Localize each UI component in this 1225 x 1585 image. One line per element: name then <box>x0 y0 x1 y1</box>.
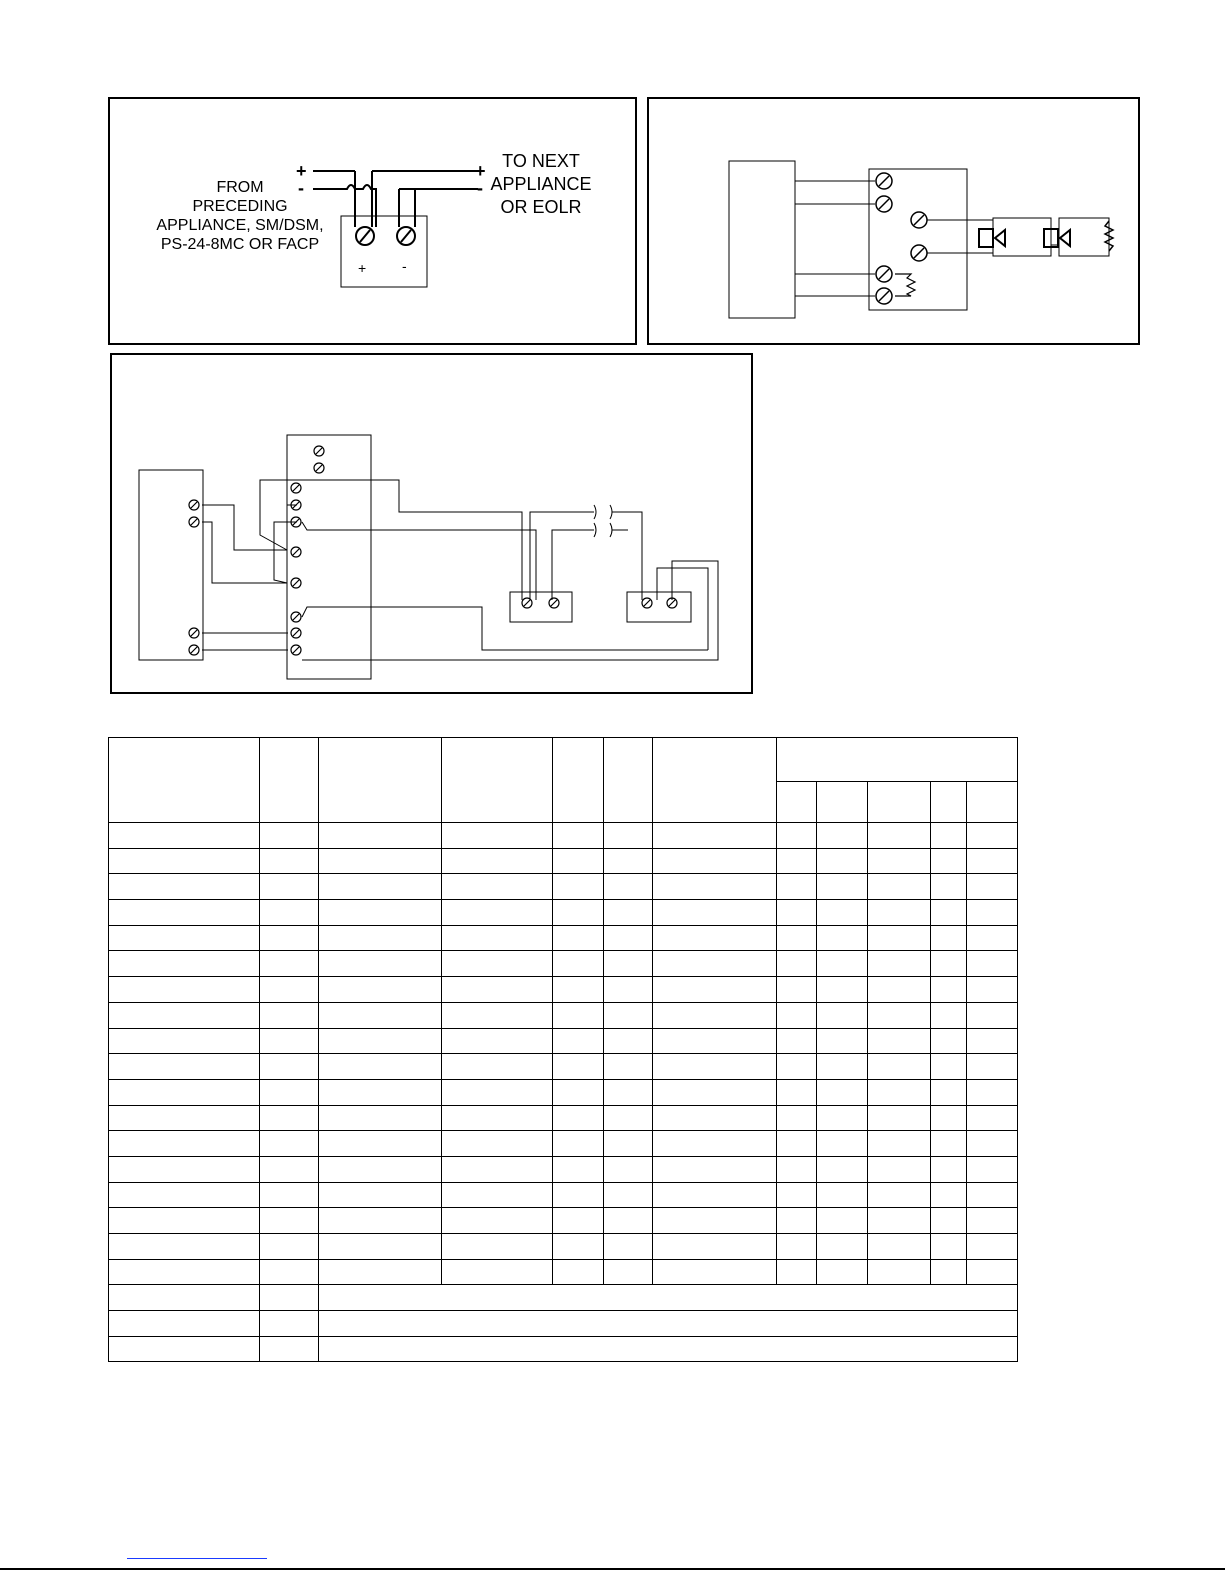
table-cell <box>777 977 817 1003</box>
table-cell <box>967 1208 1018 1234</box>
table-row <box>109 1131 1018 1157</box>
table-cell <box>777 1131 817 1157</box>
table-cell <box>817 1105 868 1131</box>
table-cell <box>653 1028 777 1054</box>
table-cell <box>319 1259 442 1285</box>
table-cell <box>967 1182 1018 1208</box>
table-cell <box>604 1208 653 1234</box>
table-cell <box>777 1054 817 1080</box>
table-cell <box>817 1208 868 1234</box>
table-cell <box>777 1079 817 1105</box>
table-cell <box>260 1182 319 1208</box>
table-cell <box>442 1182 553 1208</box>
header-cell <box>109 738 260 823</box>
table-cell <box>777 925 817 951</box>
table-cell <box>931 1079 967 1105</box>
table-cell <box>260 848 319 874</box>
table-cell <box>260 1336 319 1362</box>
table-cell <box>817 1054 868 1080</box>
subheader-cell <box>868 782 931 823</box>
table-cell <box>967 925 1018 951</box>
table-cell <box>260 1259 319 1285</box>
table-cell <box>319 925 442 951</box>
wiring-diagram-loop <box>110 353 753 694</box>
table-cell <box>653 874 777 900</box>
table-cell <box>817 1131 868 1157</box>
table-cell <box>442 900 553 926</box>
table-cell <box>868 1079 931 1105</box>
table-cell <box>553 1054 604 1080</box>
table-cell <box>868 977 931 1003</box>
table-cell <box>868 900 931 926</box>
table-cell <box>319 1156 442 1182</box>
header-cell <box>319 738 442 823</box>
table-cell <box>653 1105 777 1131</box>
table-cell <box>604 1054 653 1080</box>
table-cell <box>817 874 868 900</box>
table-cell <box>777 1156 817 1182</box>
table-cell <box>817 900 868 926</box>
table-cell <box>260 1208 319 1234</box>
table-cell <box>442 874 553 900</box>
wiring-diagram-module <box>647 97 1140 345</box>
table-cell <box>260 1156 319 1182</box>
table-cell <box>260 874 319 900</box>
table-row <box>109 848 1018 874</box>
header-group-cell <box>777 738 1018 782</box>
table-cell <box>319 848 442 874</box>
header-cell <box>553 738 604 823</box>
table-cell <box>109 900 260 926</box>
header-cell <box>604 738 653 823</box>
table-row <box>109 1311 1018 1337</box>
table-cell <box>931 1182 967 1208</box>
table-cell <box>604 1156 653 1182</box>
table-cell <box>319 1079 442 1105</box>
table-cell <box>931 977 967 1003</box>
header-cell <box>442 738 553 823</box>
table-cell <box>967 1054 1018 1080</box>
table-cell <box>777 823 817 849</box>
table-cell <box>260 900 319 926</box>
table-cell <box>931 823 967 849</box>
table-row <box>109 1259 1018 1285</box>
table-cell <box>260 823 319 849</box>
table-cell <box>868 1002 931 1028</box>
table-cell <box>868 1105 931 1131</box>
from-label-text: FROM PRECEDING APPLIANCE, SM/DSM, PS-24-8MC OR FACP <box>156 179 324 253</box>
right-minus-sign: - <box>477 178 483 198</box>
table-row <box>109 823 1018 849</box>
table-cell <box>604 823 653 849</box>
table-cell <box>967 848 1018 874</box>
table-cell <box>967 1079 1018 1105</box>
table-cell <box>931 1131 967 1157</box>
table-cell <box>817 1259 868 1285</box>
table-cell <box>604 925 653 951</box>
table-cell <box>967 823 1018 849</box>
table-cell <box>319 1208 442 1234</box>
table-cell <box>319 1234 442 1260</box>
table-cell <box>817 977 868 1003</box>
terminal-plus-label: + <box>358 260 367 276</box>
table-cell <box>553 1182 604 1208</box>
table-cell <box>777 1182 817 1208</box>
table-cell <box>777 1105 817 1131</box>
table-cell <box>817 925 868 951</box>
table-cell <box>442 1208 553 1234</box>
table-cell <box>931 1234 967 1260</box>
table-cell <box>817 1002 868 1028</box>
table-cell <box>442 1234 553 1260</box>
table-cell <box>604 1259 653 1285</box>
table-cell <box>109 1182 260 1208</box>
table-cell <box>817 1234 868 1260</box>
table-cell <box>553 823 604 849</box>
table-cell <box>109 925 260 951</box>
table-cell <box>442 1002 553 1028</box>
table-cell <box>967 1002 1018 1028</box>
table-cell <box>967 1259 1018 1285</box>
table-cell <box>109 1079 260 1105</box>
table-cell <box>967 900 1018 926</box>
table-cell <box>553 977 604 1003</box>
to-label-text: TO NEXT APPLIANCE OR EOLR <box>490 151 592 217</box>
table-cell <box>109 1156 260 1182</box>
table-cell <box>817 1079 868 1105</box>
subheader-cell <box>777 782 817 823</box>
table-cell <box>653 1054 777 1080</box>
table-cell <box>319 874 442 900</box>
table-cell <box>967 1156 1018 1182</box>
table-cell <box>653 925 777 951</box>
table-cell <box>653 1002 777 1028</box>
table-cell <box>442 1079 553 1105</box>
table-cell <box>553 874 604 900</box>
table-row <box>109 874 1018 900</box>
table-cell <box>817 1028 868 1054</box>
table-cell <box>109 1105 260 1131</box>
table-cell <box>442 1131 553 1157</box>
table-cell <box>319 1002 442 1028</box>
table-cell <box>931 1028 967 1054</box>
table-cell <box>109 1311 260 1337</box>
right-plus-sign: + <box>475 161 486 181</box>
table-cell <box>604 1131 653 1157</box>
table-cell <box>931 925 967 951</box>
table-cell <box>868 1156 931 1182</box>
table-cell <box>553 1028 604 1054</box>
table-cell <box>109 1285 260 1311</box>
table-cell <box>931 951 967 977</box>
table-row <box>109 1336 1018 1362</box>
table-cell <box>777 900 817 926</box>
table-cell <box>653 1234 777 1260</box>
terminal-minus-label: - <box>402 258 407 274</box>
table-cell <box>653 823 777 849</box>
table-cell <box>319 1054 442 1080</box>
table-cell <box>604 900 653 926</box>
table-cell <box>260 925 319 951</box>
table-row <box>109 1079 1018 1105</box>
table-cell <box>109 1054 260 1080</box>
table-cell <box>868 1182 931 1208</box>
table-cell <box>553 1156 604 1182</box>
header-cell <box>653 738 777 823</box>
table-cell <box>319 1336 1018 1362</box>
table-cell <box>604 1079 653 1105</box>
spec-table-body <box>109 823 1018 1362</box>
table-row <box>109 925 1018 951</box>
table-cell <box>604 1028 653 1054</box>
table-row <box>109 1182 1018 1208</box>
table-cell <box>653 1131 777 1157</box>
table-cell <box>260 1105 319 1131</box>
table-cell <box>109 874 260 900</box>
table-cell <box>319 1028 442 1054</box>
table-cell <box>604 951 653 977</box>
table-row <box>109 1285 1018 1311</box>
table-cell <box>109 951 260 977</box>
table-cell <box>777 848 817 874</box>
table-cell <box>868 1259 931 1285</box>
table-cell <box>553 1208 604 1234</box>
table-cell <box>260 1131 319 1157</box>
loop-wiring-svg <box>112 355 755 696</box>
table-cell <box>967 874 1018 900</box>
table-cell <box>260 1002 319 1028</box>
table-cell <box>553 1002 604 1028</box>
subheader-cell <box>931 782 967 823</box>
table-cell <box>319 977 442 1003</box>
table-cell <box>967 1028 1018 1054</box>
table-cell <box>109 1002 260 1028</box>
table-cell <box>868 823 931 849</box>
table-row <box>109 1105 1018 1131</box>
table-cell <box>931 1105 967 1131</box>
table-cell <box>109 848 260 874</box>
table-cell <box>817 848 868 874</box>
table-cell <box>777 1234 817 1260</box>
table-cell <box>604 1182 653 1208</box>
table-cell <box>967 1131 1018 1157</box>
table-cell <box>868 1028 931 1054</box>
table-cell <box>653 1079 777 1105</box>
table-row <box>109 1028 1018 1054</box>
table-cell <box>931 1156 967 1182</box>
spec-table <box>108 737 1018 1362</box>
module-wiring-svg <box>649 99 1142 347</box>
table-cell <box>553 925 604 951</box>
table-cell <box>553 848 604 874</box>
footer-rule <box>0 1568 1225 1570</box>
table-cell <box>442 1028 553 1054</box>
table-cell <box>553 1234 604 1260</box>
table-cell <box>260 1234 319 1260</box>
table-cell <box>442 925 553 951</box>
table-cell <box>931 1054 967 1080</box>
table-cell <box>319 1311 1018 1337</box>
table-cell <box>442 1156 553 1182</box>
table-cell <box>604 848 653 874</box>
to-label <box>485 150 597 219</box>
table-cell <box>442 848 553 874</box>
table-row <box>109 1234 1018 1260</box>
table-cell <box>553 1259 604 1285</box>
subheader-cell <box>817 782 868 823</box>
table-cell <box>777 874 817 900</box>
table-cell <box>553 1105 604 1131</box>
footer-link-underline <box>127 1558 267 1559</box>
table-cell <box>319 823 442 849</box>
table-cell <box>109 1131 260 1157</box>
table-cell <box>604 1234 653 1260</box>
table-cell <box>109 1028 260 1054</box>
table-cell <box>817 823 868 849</box>
table-row <box>109 900 1018 926</box>
table-cell <box>653 1156 777 1182</box>
table-cell <box>442 951 553 977</box>
left-plus-sign: + <box>296 161 307 181</box>
table-cell <box>868 1131 931 1157</box>
left-minus-sign: - <box>298 178 304 198</box>
table-cell <box>868 1208 931 1234</box>
table-cell <box>868 848 931 874</box>
table-cell <box>553 1131 604 1157</box>
table-cell <box>777 951 817 977</box>
table-cell <box>553 1079 604 1105</box>
table-row <box>109 951 1018 977</box>
table-cell <box>442 1259 553 1285</box>
table-row <box>109 1156 1018 1182</box>
table-cell <box>553 951 604 977</box>
table-cell <box>109 1336 260 1362</box>
table-cell <box>868 1234 931 1260</box>
table-cell <box>442 1105 553 1131</box>
table-cell <box>653 977 777 1003</box>
table-cell <box>967 1105 1018 1131</box>
table-cell <box>109 977 260 1003</box>
table-cell <box>442 1054 553 1080</box>
table-cell <box>653 951 777 977</box>
table-cell <box>553 900 604 926</box>
table-cell <box>604 1105 653 1131</box>
table-cell <box>868 874 931 900</box>
table-cell <box>319 1285 1018 1311</box>
table-cell <box>442 823 553 849</box>
table-cell <box>319 1105 442 1131</box>
table-cell <box>109 1208 260 1234</box>
header-row <box>109 738 1018 782</box>
table-cell <box>967 1234 1018 1260</box>
table-cell <box>319 1182 442 1208</box>
table-cell <box>817 1182 868 1208</box>
table-cell <box>777 1002 817 1028</box>
table-cell <box>868 1054 931 1080</box>
table-cell <box>931 848 967 874</box>
table-cell <box>817 1156 868 1182</box>
table-cell <box>653 900 777 926</box>
table-cell <box>260 1054 319 1080</box>
table-row <box>109 977 1018 1003</box>
table-cell <box>442 977 553 1003</box>
table-row <box>109 1054 1018 1080</box>
table-cell <box>604 874 653 900</box>
table-cell <box>931 1002 967 1028</box>
table-cell <box>109 1259 260 1285</box>
table-cell <box>260 1285 319 1311</box>
table-cell <box>319 900 442 926</box>
table-cell <box>260 1028 319 1054</box>
table-cell <box>260 977 319 1003</box>
wiring-diagram-terminals <box>108 97 637 345</box>
table-cell <box>319 951 442 977</box>
table-cell <box>109 823 260 849</box>
table-cell <box>260 1311 319 1337</box>
table-cell <box>777 1259 817 1285</box>
table-cell <box>109 1234 260 1260</box>
table-cell <box>967 951 1018 977</box>
table-cell <box>653 1208 777 1234</box>
table-cell <box>653 1182 777 1208</box>
table-cell <box>260 1079 319 1105</box>
table-cell <box>931 1259 967 1285</box>
table-cell <box>604 977 653 1003</box>
table-cell <box>967 977 1018 1003</box>
table-cell <box>777 1028 817 1054</box>
table-row <box>109 1208 1018 1234</box>
table-row <box>109 1002 1018 1028</box>
table-cell <box>868 951 931 977</box>
table-cell <box>319 1131 442 1157</box>
table-cell <box>931 900 967 926</box>
table-cell <box>777 1208 817 1234</box>
table-cell <box>653 1259 777 1285</box>
table-cell <box>817 951 868 977</box>
table-cell <box>868 925 931 951</box>
table-cell <box>260 951 319 977</box>
table-cell <box>931 874 967 900</box>
table-cell <box>604 1002 653 1028</box>
header-cell <box>260 738 319 823</box>
subheader-cell <box>967 782 1018 823</box>
table-cell <box>653 848 777 874</box>
table-cell <box>931 1208 967 1234</box>
